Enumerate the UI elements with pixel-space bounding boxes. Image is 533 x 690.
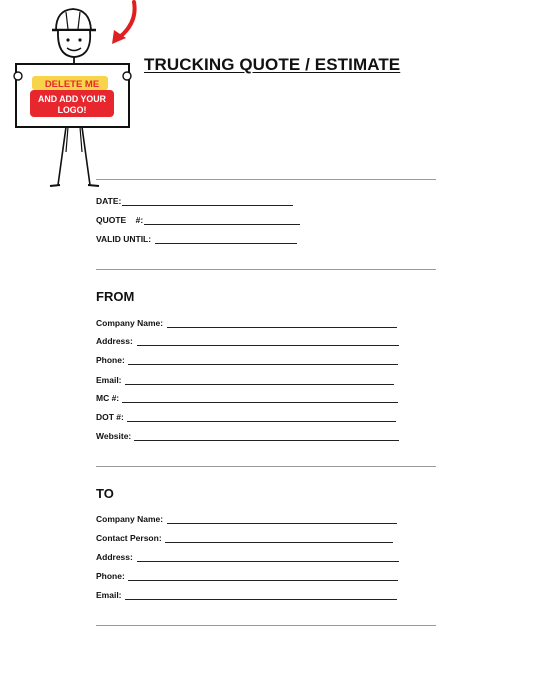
- divider: [96, 269, 436, 270]
- valid-until-input-line[interactable]: [155, 235, 297, 244]
- from-website-label: Website:: [96, 431, 132, 441]
- to-company-field: [96, 514, 397, 524]
- from-address-field: [96, 336, 399, 346]
- to-company-input-line[interactable]: [167, 515, 397, 524]
- to-phone-input-line[interactable]: [128, 572, 398, 581]
- from-phone-input-line[interactable]: [128, 356, 398, 365]
- to-address-label: Address:: [96, 552, 133, 562]
- to-email-label: Email:: [96, 590, 122, 600]
- from-website-input-line[interactable]: [134, 432, 399, 441]
- divider: [96, 625, 436, 626]
- from-email-field: [96, 375, 394, 385]
- from-mc-label: MC #:: [96, 393, 120, 403]
- from-address-label: Address:: [96, 336, 133, 346]
- date-label: DATE:: [96, 196, 122, 206]
- date-field: [96, 196, 293, 206]
- from-website-field: [96, 431, 399, 441]
- arrow-icon: [104, 0, 144, 50]
- from-email-label: Email:: [96, 375, 122, 385]
- from-mc-input-line[interactable]: [122, 394, 398, 403]
- divider: [96, 466, 436, 467]
- from-phone-field: [96, 355, 398, 365]
- logo-text-line2: AND ADD YOUR: [38, 94, 106, 104]
- to-address-field: [96, 552, 399, 562]
- to-contact-field: [96, 533, 393, 543]
- page-title: TRUCKING QUOTE / ESTIMATE: [144, 55, 401, 74]
- to-address-input-line[interactable]: [137, 553, 399, 562]
- logo-text-line3: LOGO!: [57, 105, 87, 115]
- valid-until-label: VALID UNTIL:: [96, 234, 152, 244]
- from-email-input-line[interactable]: [125, 376, 394, 385]
- to-phone-field: [96, 571, 398, 581]
- to-contact-input-line[interactable]: [165, 534, 393, 543]
- from-company-field: [96, 318, 397, 328]
- from-dot-label: DOT #:: [96, 412, 124, 422]
- from-heading: FROM: [96, 289, 135, 304]
- to-email-input-line[interactable]: [125, 591, 397, 600]
- from-phone-label: Phone:: [96, 355, 125, 365]
- from-company-input-line[interactable]: [167, 319, 397, 328]
- from-address-input-line[interactable]: [137, 337, 399, 346]
- from-mc-field: [96, 393, 398, 403]
- quote-number-input-line[interactable]: [144, 216, 300, 225]
- logo-text-line1: DELETE ME: [44, 79, 100, 90]
- to-contact-label: Contact Person:: [96, 533, 162, 543]
- from-dot-input-line[interactable]: [127, 413, 396, 422]
- quote-number-field: [96, 215, 300, 225]
- from-company-label: Company Name:: [96, 318, 164, 328]
- from-dot-field: [96, 412, 396, 422]
- date-input-line[interactable]: [122, 197, 293, 206]
- to-email-field: [96, 590, 397, 600]
- to-phone-label: Phone:: [96, 571, 125, 581]
- to-company-label: Company Name:: [96, 514, 164, 524]
- divider: [96, 179, 436, 180]
- quote-number-label: QUOTE #:: [96, 215, 144, 225]
- to-heading: TO: [96, 486, 114, 501]
- valid-until-field: [96, 234, 297, 244]
